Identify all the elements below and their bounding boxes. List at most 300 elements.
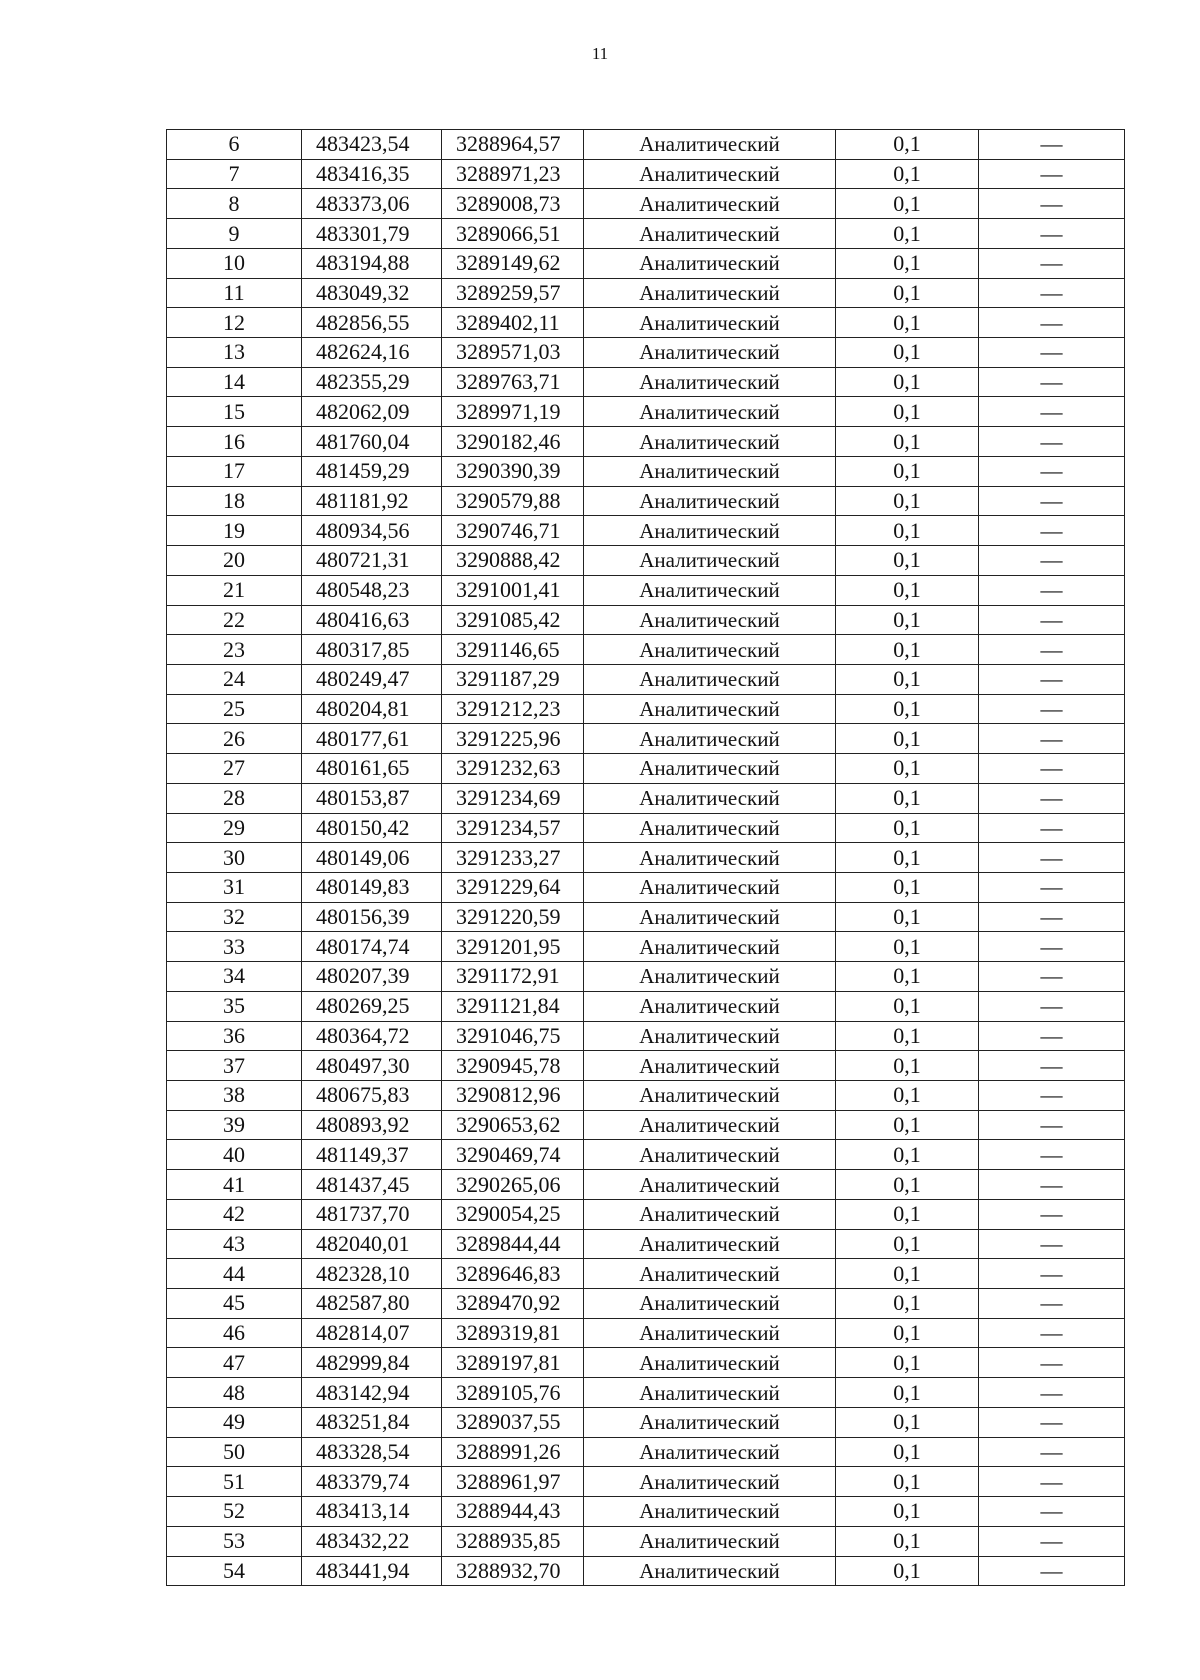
x-coordinate-cell: 480204,81: [302, 694, 442, 724]
point-number-cell: 11: [167, 278, 302, 308]
y-coordinate-cell: 3288944,43: [442, 1497, 584, 1527]
accuracy-cell: 0,1: [836, 1556, 979, 1586]
table-row: [167, 754, 1125, 784]
coordinates-table-body: [167, 130, 1125, 1586]
method-cell: Аналитический: [584, 130, 836, 160]
y-coordinate-cell: 3289259,57: [442, 278, 584, 308]
y-coordinate-cell: 3289571,03: [442, 338, 584, 368]
x-coordinate-cell: 482587,80: [302, 1289, 442, 1319]
method-cell: Аналитический: [584, 456, 836, 486]
table-row: [167, 1259, 1125, 1289]
method-cell: Аналитический: [584, 1199, 836, 1229]
accuracy-cell: 0,1: [836, 397, 979, 427]
table-row: [167, 546, 1125, 576]
point-number-cell: 51: [167, 1467, 302, 1497]
accuracy-cell: 0,1: [836, 1437, 979, 1467]
accuracy-cell: 0,1: [836, 1170, 979, 1200]
x-coordinate-cell: 480317,85: [302, 635, 442, 665]
table-row: [167, 664, 1125, 694]
point-number-cell: 46: [167, 1318, 302, 1348]
accuracy-cell: 0,1: [836, 278, 979, 308]
y-coordinate-cell: 3289763,71: [442, 367, 584, 397]
table-row: [167, 694, 1125, 724]
y-coordinate-cell: 3289844,44: [442, 1229, 584, 1259]
table-row: [167, 486, 1125, 516]
y-coordinate-cell: 3288964,57: [442, 130, 584, 160]
x-coordinate-cell: 480156,39: [302, 902, 442, 932]
method-cell: Аналитический: [584, 962, 836, 992]
accuracy-cell: 0,1: [836, 1289, 979, 1319]
x-coordinate-cell: 483328,54: [302, 1437, 442, 1467]
table-row: [167, 516, 1125, 546]
note-cell: —: [979, 1170, 1125, 1200]
x-coordinate-cell: 483423,54: [302, 130, 442, 160]
method-cell: Аналитический: [584, 1259, 836, 1289]
accuracy-cell: 0,1: [836, 427, 979, 457]
table-row: [167, 1110, 1125, 1140]
note-cell: —: [979, 1526, 1125, 1556]
y-coordinate-cell: 3291001,41: [442, 575, 584, 605]
point-number-cell: 7: [167, 159, 302, 189]
point-number-cell: 35: [167, 991, 302, 1021]
point-number-cell: 38: [167, 1081, 302, 1111]
note-cell: —: [979, 694, 1125, 724]
y-coordinate-cell: 3291146,65: [442, 635, 584, 665]
point-number-cell: 6: [167, 130, 302, 160]
note-cell: —: [979, 932, 1125, 962]
method-cell: Аналитический: [584, 813, 836, 843]
x-coordinate-cell: 481737,70: [302, 1199, 442, 1229]
x-coordinate-cell: 482328,10: [302, 1259, 442, 1289]
method-cell: Аналитический: [584, 278, 836, 308]
point-number-cell: 25: [167, 694, 302, 724]
point-number-cell: 47: [167, 1348, 302, 1378]
point-number-cell: 26: [167, 724, 302, 754]
point-number-cell: 18: [167, 486, 302, 516]
note-cell: —: [979, 278, 1125, 308]
y-coordinate-cell: 3290265,06: [442, 1170, 584, 1200]
note-cell: —: [979, 130, 1125, 160]
x-coordinate-cell: 481459,29: [302, 456, 442, 486]
point-number-cell: 14: [167, 367, 302, 397]
table-row: [167, 605, 1125, 635]
note-cell: —: [979, 664, 1125, 694]
method-cell: Аналитический: [584, 189, 836, 219]
note-cell: —: [979, 1289, 1125, 1319]
point-number-cell: 10: [167, 248, 302, 278]
accuracy-cell: 0,1: [836, 664, 979, 694]
note-cell: —: [979, 872, 1125, 902]
point-number-cell: 21: [167, 575, 302, 605]
accuracy-cell: 0,1: [836, 1259, 979, 1289]
note-cell: —: [979, 189, 1125, 219]
y-coordinate-cell: 3291121,84: [442, 991, 584, 1021]
y-coordinate-cell: 3291233,27: [442, 843, 584, 873]
y-coordinate-cell: 3290746,71: [442, 516, 584, 546]
method-cell: Аналитический: [584, 159, 836, 189]
point-number-cell: 53: [167, 1526, 302, 1556]
method-cell: Аналитический: [584, 1318, 836, 1348]
x-coordinate-cell: 481181,92: [302, 486, 442, 516]
note-cell: —: [979, 308, 1125, 338]
x-coordinate-cell: 483194,88: [302, 248, 442, 278]
note-cell: —: [979, 991, 1125, 1021]
y-coordinate-cell: 3288935,85: [442, 1526, 584, 1556]
x-coordinate-cell: 483049,32: [302, 278, 442, 308]
table-row: [167, 397, 1125, 427]
point-number-cell: 41: [167, 1170, 302, 1200]
method-cell: Аналитический: [584, 991, 836, 1021]
table-row: [167, 159, 1125, 189]
point-number-cell: 12: [167, 308, 302, 338]
note-cell: —: [979, 248, 1125, 278]
table-row: [167, 902, 1125, 932]
method-cell: Аналитический: [584, 1051, 836, 1081]
x-coordinate-cell: 480497,30: [302, 1051, 442, 1081]
note-cell: —: [979, 1318, 1125, 1348]
point-number-cell: 48: [167, 1378, 302, 1408]
x-coordinate-cell: 480548,23: [302, 575, 442, 605]
accuracy-cell: 0,1: [836, 724, 979, 754]
note-cell: —: [979, 338, 1125, 368]
accuracy-cell: 0,1: [836, 1318, 979, 1348]
note-cell: —: [979, 902, 1125, 932]
method-cell: Аналитический: [584, 1378, 836, 1408]
accuracy-cell: 0,1: [836, 516, 979, 546]
x-coordinate-cell: 482999,84: [302, 1348, 442, 1378]
y-coordinate-cell: 3288961,97: [442, 1467, 584, 1497]
method-cell: Аналитический: [584, 1348, 836, 1378]
point-number-cell: 33: [167, 932, 302, 962]
point-number-cell: 40: [167, 1140, 302, 1170]
point-number-cell: 24: [167, 664, 302, 694]
table-row: [167, 427, 1125, 457]
table-row: [167, 189, 1125, 219]
accuracy-cell: 0,1: [836, 1021, 979, 1051]
point-number-cell: 8: [167, 189, 302, 219]
y-coordinate-cell: 3291046,75: [442, 1021, 584, 1051]
point-number-cell: 44: [167, 1259, 302, 1289]
x-coordinate-cell: 481760,04: [302, 427, 442, 457]
y-coordinate-cell: 3291172,91: [442, 962, 584, 992]
note-cell: —: [979, 605, 1125, 635]
y-coordinate-cell: 3290390,39: [442, 456, 584, 486]
table-row: [167, 308, 1125, 338]
y-coordinate-cell: 3291234,57: [442, 813, 584, 843]
point-number-cell: 16: [167, 427, 302, 457]
note-cell: —: [979, 1407, 1125, 1437]
table-row: [167, 872, 1125, 902]
point-number-cell: 34: [167, 962, 302, 992]
note-cell: —: [979, 397, 1125, 427]
method-cell: Аналитический: [584, 516, 836, 546]
table-row: [167, 1081, 1125, 1111]
table-row: [167, 1318, 1125, 1348]
table-row: [167, 456, 1125, 486]
y-coordinate-cell: 3289971,19: [442, 397, 584, 427]
x-coordinate-cell: 483416,35: [302, 159, 442, 189]
method-cell: Аналитический: [584, 932, 836, 962]
note-cell: —: [979, 1051, 1125, 1081]
table-row: [167, 1407, 1125, 1437]
method-cell: Аналитический: [584, 1081, 836, 1111]
accuracy-cell: 0,1: [836, 932, 979, 962]
y-coordinate-cell: 3289319,81: [442, 1318, 584, 1348]
table-row: [167, 248, 1125, 278]
note-cell: —: [979, 783, 1125, 813]
y-coordinate-cell: 3290054,25: [442, 1199, 584, 1229]
x-coordinate-cell: 480934,56: [302, 516, 442, 546]
point-number-cell: 39: [167, 1110, 302, 1140]
y-coordinate-cell: 3288991,26: [442, 1437, 584, 1467]
method-cell: Аналитический: [584, 338, 836, 368]
table-row: [167, 1021, 1125, 1051]
x-coordinate-cell: 483301,79: [302, 219, 442, 249]
y-coordinate-cell: 3289037,55: [442, 1407, 584, 1437]
accuracy-cell: 0,1: [836, 159, 979, 189]
accuracy-cell: 0,1: [836, 635, 979, 665]
note-cell: —: [979, 1497, 1125, 1527]
accuracy-cell: 0,1: [836, 694, 979, 724]
method-cell: Аналитический: [584, 1289, 836, 1319]
note-cell: —: [979, 1110, 1125, 1140]
note-cell: —: [979, 427, 1125, 457]
note-cell: —: [979, 1199, 1125, 1229]
method-cell: Аналитический: [584, 367, 836, 397]
y-coordinate-cell: 3291187,29: [442, 664, 584, 694]
y-coordinate-cell: 3289402,11: [442, 308, 584, 338]
x-coordinate-cell: 480364,72: [302, 1021, 442, 1051]
table-row: [167, 962, 1125, 992]
y-coordinate-cell: 3289470,92: [442, 1289, 584, 1319]
method-cell: Аналитический: [584, 754, 836, 784]
accuracy-cell: 0,1: [836, 308, 979, 338]
method-cell: Аналитический: [584, 1526, 836, 1556]
table-row: [167, 1140, 1125, 1170]
method-cell: Аналитический: [584, 397, 836, 427]
method-cell: Аналитический: [584, 1467, 836, 1497]
table-row: [167, 1467, 1125, 1497]
method-cell: Аналитический: [584, 1407, 836, 1437]
table-row: [167, 219, 1125, 249]
point-number-cell: 52: [167, 1497, 302, 1527]
table-row: [167, 1348, 1125, 1378]
table-row: [167, 991, 1125, 1021]
method-cell: Аналитический: [584, 1497, 836, 1527]
note-cell: —: [979, 1467, 1125, 1497]
method-cell: Аналитический: [584, 694, 836, 724]
point-number-cell: 19: [167, 516, 302, 546]
y-coordinate-cell: 3289149,62: [442, 248, 584, 278]
point-number-cell: 45: [167, 1289, 302, 1319]
point-number-cell: 30: [167, 843, 302, 873]
point-number-cell: 23: [167, 635, 302, 665]
note-cell: —: [979, 486, 1125, 516]
accuracy-cell: 0,1: [836, 843, 979, 873]
method-cell: Аналитический: [584, 248, 836, 278]
y-coordinate-cell: 3291201,95: [442, 932, 584, 962]
x-coordinate-cell: 480416,63: [302, 605, 442, 635]
method-cell: Аналитический: [584, 1140, 836, 1170]
x-coordinate-cell: 480149,06: [302, 843, 442, 873]
accuracy-cell: 0,1: [836, 1467, 979, 1497]
note-cell: —: [979, 1437, 1125, 1467]
x-coordinate-cell: 480675,83: [302, 1081, 442, 1111]
point-number-cell: 32: [167, 902, 302, 932]
point-number-cell: 22: [167, 605, 302, 635]
method-cell: Аналитический: [584, 1556, 836, 1586]
y-coordinate-cell: 3288971,23: [442, 159, 584, 189]
table-row: [167, 813, 1125, 843]
table-row: [167, 843, 1125, 873]
method-cell: Аналитический: [584, 1170, 836, 1200]
x-coordinate-cell: 480177,61: [302, 724, 442, 754]
y-coordinate-cell: 3291234,69: [442, 783, 584, 813]
accuracy-cell: 0,1: [836, 902, 979, 932]
accuracy-cell: 0,1: [836, 783, 979, 813]
page-number: 11: [591, 44, 609, 63]
method-cell: Аналитический: [584, 427, 836, 457]
point-number-cell: 31: [167, 872, 302, 902]
x-coordinate-cell: 480161,65: [302, 754, 442, 784]
table-row: [167, 1526, 1125, 1556]
point-number-cell: 37: [167, 1051, 302, 1081]
accuracy-cell: 0,1: [836, 456, 979, 486]
x-coordinate-cell: 483413,14: [302, 1497, 442, 1527]
x-coordinate-cell: 482814,07: [302, 1318, 442, 1348]
x-coordinate-cell: 480721,31: [302, 546, 442, 576]
method-cell: Аналитический: [584, 605, 836, 635]
note-cell: —: [979, 367, 1125, 397]
accuracy-cell: 0,1: [836, 1110, 979, 1140]
accuracy-cell: 0,1: [836, 338, 979, 368]
point-number-cell: 42: [167, 1199, 302, 1229]
note-cell: —: [979, 516, 1125, 546]
accuracy-cell: 0,1: [836, 1348, 979, 1378]
y-coordinate-cell: 3291220,59: [442, 902, 584, 932]
y-coordinate-cell: 3291212,23: [442, 694, 584, 724]
point-number-cell: 43: [167, 1229, 302, 1259]
table-row: [167, 1497, 1125, 1527]
note-cell: —: [979, 1556, 1125, 1586]
accuracy-cell: 0,1: [836, 367, 979, 397]
method-cell: Аналитический: [584, 783, 836, 813]
note-cell: —: [979, 159, 1125, 189]
x-coordinate-cell: 480149,83: [302, 872, 442, 902]
table-row: [167, 130, 1125, 160]
y-coordinate-cell: 3290182,46: [442, 427, 584, 457]
accuracy-cell: 0,1: [836, 575, 979, 605]
y-coordinate-cell: 3290812,96: [442, 1081, 584, 1111]
x-coordinate-cell: 482062,09: [302, 397, 442, 427]
method-cell: Аналитический: [584, 635, 836, 665]
accuracy-cell: 0,1: [836, 1081, 979, 1111]
point-number-cell: 15: [167, 397, 302, 427]
y-coordinate-cell: 3290653,62: [442, 1110, 584, 1140]
note-cell: —: [979, 1348, 1125, 1378]
x-coordinate-cell: 481149,37: [302, 1140, 442, 1170]
method-cell: Аналитический: [584, 1021, 836, 1051]
x-coordinate-cell: 480150,42: [302, 813, 442, 843]
method-cell: Аналитический: [584, 219, 836, 249]
point-number-cell: 36: [167, 1021, 302, 1051]
table-row: [167, 1556, 1125, 1586]
accuracy-cell: 0,1: [836, 1199, 979, 1229]
point-number-cell: 54: [167, 1556, 302, 1586]
note-cell: —: [979, 843, 1125, 873]
table-row: [167, 783, 1125, 813]
accuracy-cell: 0,1: [836, 486, 979, 516]
x-coordinate-cell: 480893,92: [302, 1110, 442, 1140]
table-row: [167, 1229, 1125, 1259]
method-cell: Аналитический: [584, 1110, 836, 1140]
x-coordinate-cell: 483142,94: [302, 1378, 442, 1408]
y-coordinate-cell: 3291085,42: [442, 605, 584, 635]
note-cell: —: [979, 1259, 1125, 1289]
table-row: [167, 1289, 1125, 1319]
accuracy-cell: 0,1: [836, 1229, 979, 1259]
accuracy-cell: 0,1: [836, 1526, 979, 1556]
note-cell: —: [979, 1229, 1125, 1259]
method-cell: Аналитический: [584, 1229, 836, 1259]
method-cell: Аналитический: [584, 575, 836, 605]
coordinates-table: [166, 129, 1125, 1586]
x-coordinate-cell: 483441,94: [302, 1556, 442, 1586]
point-number-cell: 9: [167, 219, 302, 249]
table-row: [167, 1437, 1125, 1467]
y-coordinate-cell: 3288932,70: [442, 1556, 584, 1586]
note-cell: —: [979, 813, 1125, 843]
accuracy-cell: 0,1: [836, 1378, 979, 1408]
y-coordinate-cell: 3289197,81: [442, 1348, 584, 1378]
note-cell: —: [979, 754, 1125, 784]
accuracy-cell: 0,1: [836, 962, 979, 992]
accuracy-cell: 0,1: [836, 1140, 979, 1170]
x-coordinate-cell: 482355,29: [302, 367, 442, 397]
accuracy-cell: 0,1: [836, 1051, 979, 1081]
note-cell: —: [979, 456, 1125, 486]
y-coordinate-cell: 3290888,42: [442, 546, 584, 576]
method-cell: Аналитический: [584, 546, 836, 576]
note-cell: —: [979, 1081, 1125, 1111]
x-coordinate-cell: 482856,55: [302, 308, 442, 338]
table-row: [167, 724, 1125, 754]
method-cell: Аналитический: [584, 872, 836, 902]
method-cell: Аналитический: [584, 724, 836, 754]
y-coordinate-cell: 3289646,83: [442, 1259, 584, 1289]
point-number-cell: 20: [167, 546, 302, 576]
y-coordinate-cell: 3289105,76: [442, 1378, 584, 1408]
method-cell: Аналитический: [584, 1437, 836, 1467]
table-row: [167, 278, 1125, 308]
table-row: [167, 1170, 1125, 1200]
accuracy-cell: 0,1: [836, 1497, 979, 1527]
y-coordinate-cell: 3290579,88: [442, 486, 584, 516]
note-cell: —: [979, 635, 1125, 665]
table-row: [167, 1378, 1125, 1408]
point-number-cell: 17: [167, 456, 302, 486]
x-coordinate-cell: 480174,74: [302, 932, 442, 962]
accuracy-cell: 0,1: [836, 605, 979, 635]
accuracy-cell: 0,1: [836, 991, 979, 1021]
method-cell: Аналитический: [584, 843, 836, 873]
point-number-cell: 49: [167, 1407, 302, 1437]
y-coordinate-cell: 3291225,96: [442, 724, 584, 754]
x-coordinate-cell: 483432,22: [302, 1526, 442, 1556]
accuracy-cell: 0,1: [836, 219, 979, 249]
point-number-cell: 13: [167, 338, 302, 368]
table-row: [167, 1051, 1125, 1081]
